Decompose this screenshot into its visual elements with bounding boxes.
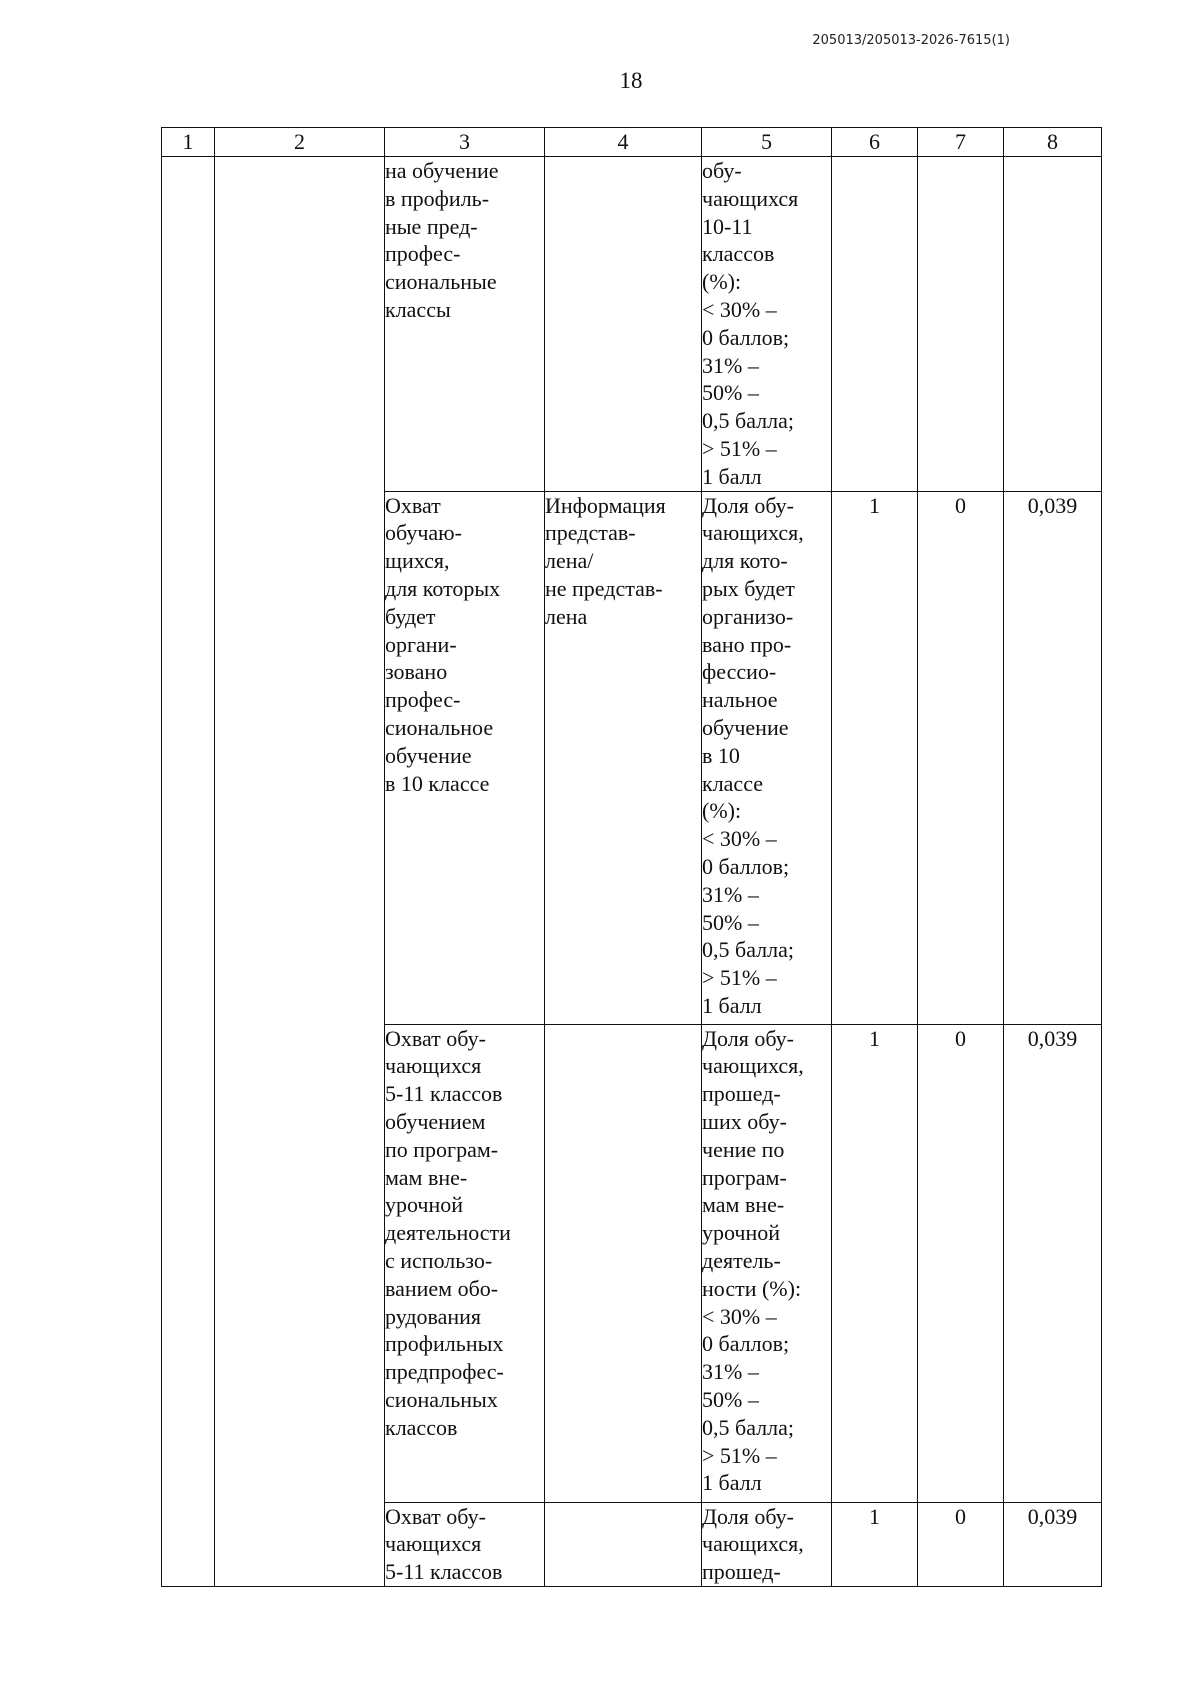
column-header: 6 <box>832 128 918 157</box>
cell-criteria: Доля обу- чающихся, для кото- рых будет организо- вано про- фессио- нальное обучение в 10 классе (%): < 30% – 0 баллов; 31% – 50% – 0,5 балла; > 51% – 1 балл <box>702 491 832 1024</box>
cell-col7: 0 <box>918 1024 1004 1502</box>
header-row <box>162 128 1102 157</box>
column-header: 1 <box>162 128 215 157</box>
cell-criteria: Доля обу- чающихся, прошед- <box>702 1502 832 1586</box>
cell-criteria: обу- чающихся 10-11 классов (%): < 30% – 0 баллов; 31% – 50% – 0,5 балла; > 51% – 1 балл <box>702 157 832 492</box>
cell-col1 <box>162 157 215 1587</box>
cell-col6: 1 <box>832 1502 918 1586</box>
cell-col7 <box>918 157 1004 492</box>
cell-col6: 1 <box>832 491 918 1024</box>
cell-info <box>545 1502 702 1586</box>
table-row <box>162 157 1102 492</box>
column-header: 2 <box>215 128 385 157</box>
cell-info <box>545 157 702 492</box>
criteria-table <box>161 127 1102 1587</box>
page-number: 18 <box>619 68 643 93</box>
cell-indicator: Охват обучаю- щихся, для которых будет органи- зовано профес- сиональное обучение в 10 классе <box>385 491 545 1024</box>
cell-indicator: на обучение в профиль- ные пред- профес- сиональные классы <box>385 157 545 492</box>
column-header: 7 <box>918 128 1004 157</box>
cell-col6 <box>832 157 918 492</box>
cell-col7: 0 <box>918 1502 1004 1586</box>
cell-criteria: Доля обу- чающихся, прошед- ших обу- чение по програм- мам вне- урочной деятель- ности (%): < 30% – 0 баллов; 31% – 50% – 0,5 балла; > 51% – 1 балл <box>702 1024 832 1502</box>
column-header: 3 <box>385 128 545 157</box>
column-header: 8 <box>1004 128 1102 157</box>
cell-col8: 0,039 <box>1004 1024 1102 1502</box>
cell-col8 <box>1004 157 1102 492</box>
document-id: 205013/205013-2026-7615(1) <box>812 33 1010 48</box>
cell-col2 <box>215 157 385 1587</box>
cell-col7: 0 <box>918 491 1004 1024</box>
column-header: 4 <box>545 128 702 157</box>
cell-indicator: Охват обу- чающихся 5-11 классов <box>385 1502 545 1586</box>
cell-info <box>545 1024 702 1502</box>
cell-info: Информация представ- лена/ не представ- лена <box>545 491 702 1024</box>
column-header: 5 <box>702 128 832 157</box>
cell-indicator: Охват обу- чающихся 5-11 классов обучением по програм- мам вне- урочной деятельности с использо- ванием обо- рудования профильных предпрофес- сиональных классов <box>385 1024 545 1502</box>
cell-col6: 1 <box>832 1024 918 1502</box>
cell-col8: 0,039 <box>1004 491 1102 1024</box>
cell-col8: 0,039 <box>1004 1502 1102 1586</box>
